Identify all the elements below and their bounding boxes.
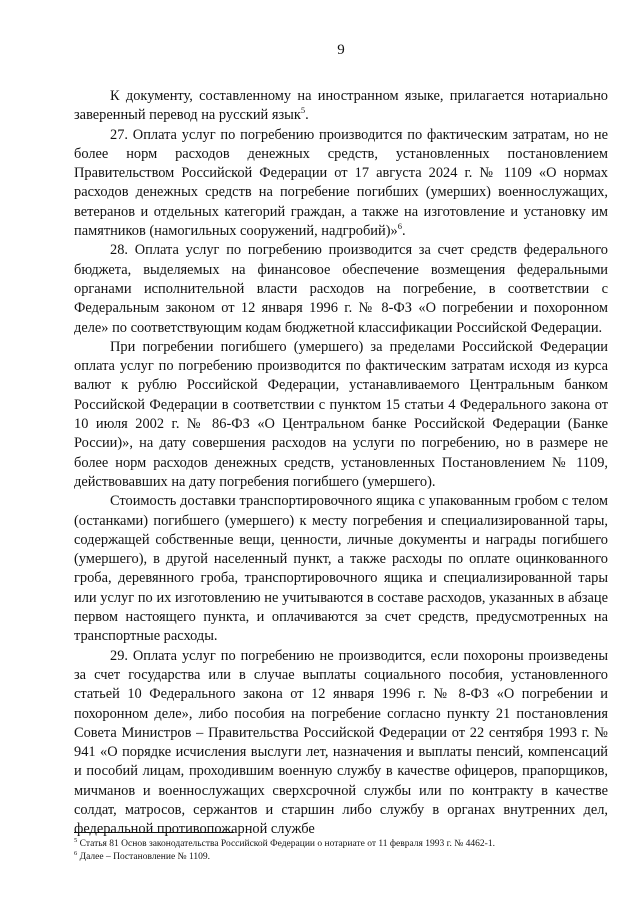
footnote-5: $^5$ Статья 81 Основ законодательства Российской Федерации о нотариате от 11 февраля 1993 г. № 4462-1. [74, 836, 495, 849]
paragraph-29: 29. Оплата услуг по погребению не производится, если похороны произведены за счет государства или в случае выплаты социального пособия, установленного статьей 10 Федерального закона от 12 января 1996 г. № 8-ФЗ «О погребении и похоронном деле», либо пособия на погребение согласно пункту 21 постановления Совета Министров – Правительства Российской Федерации от 22 сентября 1993 г. № 941 «О порядке исчисления выслуги лет, назначения и выплаты пенсий, компенсаций и пособий лицам, проходившим военную службу в качестве офицеров, прапорщиков, мичманов и военнослужащих сверхсрочной службы или по контракту в качестве солдат, матросов, сержантов и старшин либо службу в органах внутренних дел, федеральной противопожарной службе [74, 647, 608, 838]
footnote-ref-5[interactable]: 5 [300, 105, 306, 116]
footnote-ref-6[interactable]: 6 [397, 221, 402, 232]
page-number: 9 [337, 42, 345, 58]
paragraph-27: 27. Оплата услуг по погребению производится по фактическим затратам, но не более норм расходов денежных средств, установленных постановлением Правительством Российской Федерации от 17 августа 2024 г. № 1109 «О нормах расходов денежных средств на погребение погибших (умерших) военнослужащих, ветеранов и отдельных категорий граждан, а также на изготовление и установку им памятников (намогильных сооружений, надгробий)»$^6$. [74, 126, 608, 240]
document-body [74, 87, 608, 840]
paragraph-28-delivery: Стоимость доставки транспортировочного ящика с упакованным гробом с телом (останками) погибшего (умершего) к месту погребения и специализированной тары, содержащей собственные вещи, ценности, личные документы и награды погибшего (умершего), в другой населенный пункт, а также расходы по оплате оцинкованного гроба, деревянного гроба, транспортировочного ящика и специализированной тары или услуг по их изготовлению не учитываются в составе расходов, указанных в абзаце первом настоящего пункта, и оплачиваются за счет средств, предусмотренных на транспортные расходы. [74, 493, 608, 645]
footnotes [74, 838, 608, 864]
paragraph-28-abroad: При погребении погибшего (умершего) за пределами Российской Федерации оплата услуг по погребению производится по фактическим затратам исходя из курса валют к рублю Российской Федерации, устанавливаемого Центральным банком Российской Федерации в соответствии с пунктом 15 статьи 4 Федерального закона от 10 июля 2002 г. № 86-ФЗ «О Центральном банке Российской Федерации (Банке России)», на дату совершения расходов на услуги по погребению, но в размере не более норм расходов денежных средств, установленных Постановлением № 1109, действовавших на дату погребения погибшего (умершего). [74, 338, 608, 490]
footnote-divider [74, 832, 234, 833]
paragraph-28: 28. Оплата услуг по погребению производится за счет средств федерального бюджета, выделяемых на финансовое обеспечение возмещения федеральными органами исполнительной власти расходов на погребение, в соответствии с Федеральным законом от 12 января 1996 г. № 8-ФЗ «О погребении и похоронном деле» по соответствующим кодам бюджетной классификации Российской Федерации. [74, 242, 608, 336]
paragraph-translation: К документу, составленному на иностранном языке, прилагается нотариально заверенный перевод на русский язык$^5$. [74, 88, 608, 124]
footnote-6: $^6$ Далее – Постановление № 1109. [74, 849, 210, 862]
